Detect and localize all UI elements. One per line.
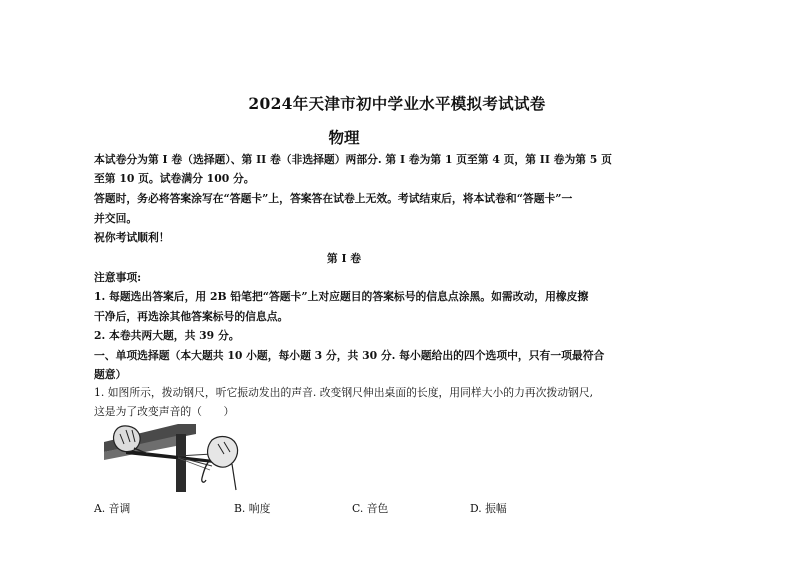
intro-line-1: 本试卷分为第 I 卷（选择题）、第 II 卷（非选择题）两部分. 第 I 卷为第 1 页至第 4 页，第 II 卷为第 5 页 xyxy=(94,153,612,166)
right-hand-wrist xyxy=(232,464,236,490)
intro-line-5: 祝你考试顺利！ xyxy=(94,231,170,244)
intro-line-3: 答题时，务必将答案涂写在“答题卡”上，答案答在试卷上无效。考试结束后，将本试卷和“答题卡”一 xyxy=(94,192,573,205)
option-d[interactable]: D. 振幅 xyxy=(470,502,507,515)
ruler-vibration-figure xyxy=(104,420,242,496)
question-1-stem-line-2: 这是为了改变声音的（ ） xyxy=(94,405,235,418)
exam-title: 2024年天津市初中学业水平模拟考试试卷 xyxy=(248,94,546,113)
note-line-3: 2. 本卷共两大题，共 39 分。 xyxy=(94,329,240,342)
note-line-1: 1. 每题选出答案后，用 2B 铅笔把“答题卡”上对应题目的答案标号的信息点涂黑。如需改动，用橡皮擦 xyxy=(94,290,589,303)
table-leg xyxy=(176,434,186,492)
notes-heading: 注意事项: xyxy=(94,271,142,284)
note-line-2: 干净后，再选涂其他答案标号的信息点。 xyxy=(94,310,289,323)
part-heading: 第 I 卷 xyxy=(326,252,362,265)
exam-subject: 物理 xyxy=(328,128,360,147)
option-b[interactable]: B. 响度 xyxy=(234,502,271,515)
left-hand xyxy=(114,426,141,452)
intro-line-4: 并交回。 xyxy=(94,212,138,225)
intro-line-2: 至第 10 页。试卷满分 100 分。 xyxy=(94,172,255,185)
section-heading-line-2: 题意） xyxy=(94,368,127,381)
option-c[interactable]: C. 音色 xyxy=(352,502,389,515)
option-a[interactable]: A. 音调 xyxy=(94,502,131,515)
question-1-options xyxy=(94,501,614,517)
question-1-stem-line-1: 1. 如图所示，拨动钢尺，听它振动发出的声音. 改变钢尺伸出桌面的长度，用同样大小的力再次拨动钢尺, xyxy=(94,386,594,399)
steel-ruler xyxy=(126,450,214,463)
section-heading-line-1: 一、单项选择题（本大题共 10 小题，每小题 3 分，共 30 分. 每小题给出的四个选项中，只有一项最符合 xyxy=(94,349,605,362)
